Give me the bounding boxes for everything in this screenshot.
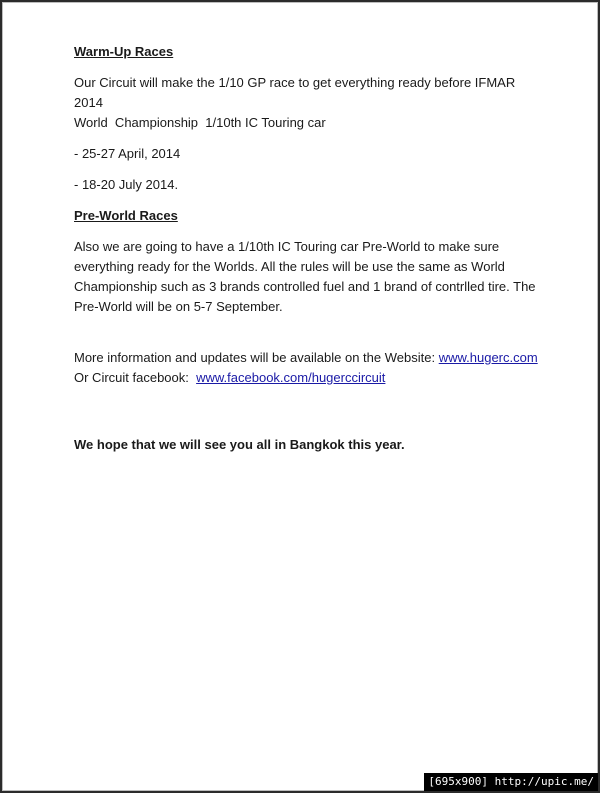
warmup-intro [74, 73, 544, 133]
preworld-heading: Pre-World Races [74, 208, 178, 223]
preworld-line4: Pre-World will be on 5-7 September. [74, 299, 283, 314]
preworld-line2: everything ready for the Worlds. All the rules will be use the same as World [74, 259, 505, 274]
facebook-link[interactable]: www.facebook.com/hugerccircuit [196, 370, 386, 385]
preworld-line1: Also we are going to have a 1/10th IC Touring car Pre-World to make sure [74, 239, 500, 254]
spacer [74, 328, 544, 348]
warmup-intro-line2: World Championship 1/10th IC Touring car [74, 115, 326, 130]
website-link[interactable]: www.hugerc.com [438, 350, 538, 365]
preworld-line3: Championship such as 3 brands controlled fuel and 1 brand of contrlled tire. The [74, 279, 536, 294]
warmup-date-2: - 18-20 July 2014. [74, 177, 179, 192]
warmup-heading: Warm-Up Races [74, 44, 174, 59]
info-paragraph [74, 348, 544, 388]
spacer [74, 399, 544, 419]
document-body [74, 42, 544, 466]
website-text: More information and updates will be available on the Website: [74, 350, 439, 365]
preworld-paragraph [74, 237, 544, 317]
facebook-text: Or Circuit facebook: [74, 370, 197, 385]
warmup-intro-line1: Our Circuit will make the 1/10 GP race to get everything ready before IFMAR 2014 [74, 75, 516, 110]
warmup-date-1: - 25-27 April, 2014 [74, 146, 181, 161]
closing-line: We hope that we will see you all in Bangkok this year. [74, 437, 405, 452]
watermark: [695x900] http://upic.me/ [424, 773, 598, 791]
